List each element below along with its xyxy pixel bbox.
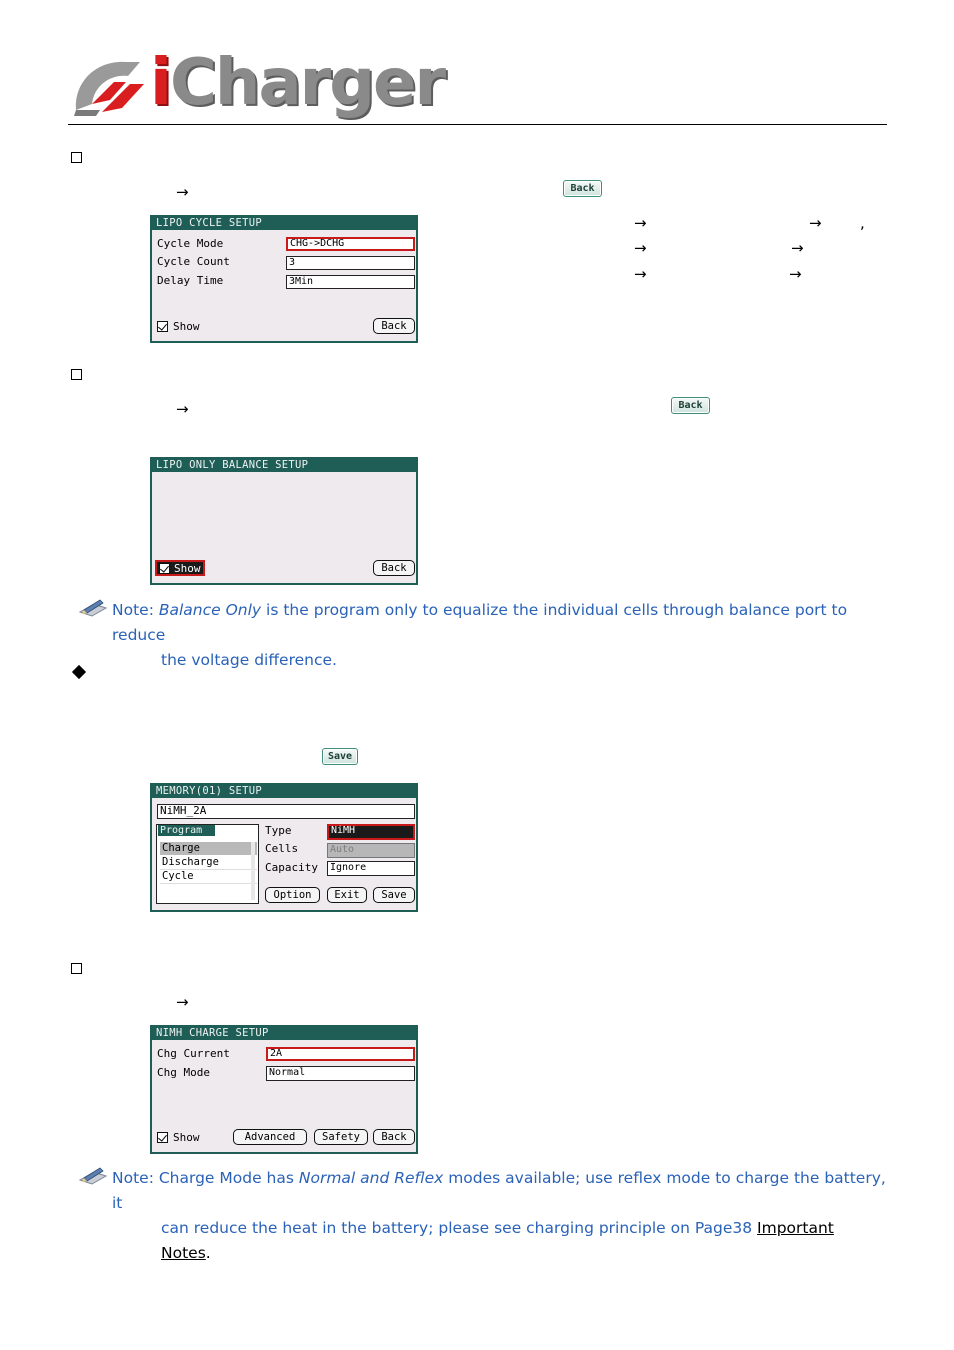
show-checkbox[interactable] bbox=[159, 563, 170, 574]
inline-save-button: Save bbox=[322, 748, 358, 765]
screen-title: MEMORY(01) SETUP bbox=[152, 785, 416, 798]
cells-field[interactable]: Auto bbox=[327, 843, 415, 858]
note-balance-only bbox=[112, 598, 887, 673]
note-pencil-icon bbox=[78, 598, 108, 618]
cycle-count-field[interactable]: 3 bbox=[286, 256, 415, 270]
screen-title: NIMH CHARGE SETUP bbox=[152, 1027, 416, 1040]
section-checkbox-bullet bbox=[71, 152, 82, 163]
program-list-header: Program bbox=[158, 825, 215, 836]
note-text: modes available; use reflex mode to charge the battery, it bbox=[112, 1169, 886, 1212]
cycle-mode-label: Cycle Mode bbox=[157, 237, 224, 250]
cells-label: Cells bbox=[265, 842, 299, 855]
note-charge-mode bbox=[112, 1166, 887, 1266]
note-prefix: Note: Charge Mode has bbox=[112, 1169, 299, 1187]
important-notes-link[interactable]: Important Notes bbox=[161, 1219, 834, 1262]
arrow: → bbox=[176, 400, 189, 418]
program-list-scrollbar[interactable] bbox=[251, 842, 255, 900]
save-button[interactable]: Save bbox=[373, 887, 415, 903]
memory-setup-screen bbox=[150, 783, 418, 912]
show-label: Show bbox=[173, 1131, 200, 1144]
exit-button[interactable]: Exit bbox=[327, 887, 367, 903]
inline-back-button: Back bbox=[563, 180, 602, 197]
show-selection-highlight[interactable] bbox=[155, 560, 205, 576]
memory-name-field[interactable]: NiMH_2A bbox=[157, 804, 415, 819]
note-text-continued: the voltage difference. bbox=[161, 651, 337, 669]
lipo-only-balance-setup-screen bbox=[150, 457, 418, 585]
type-field[interactable]: NiMH bbox=[327, 824, 415, 840]
icharger-logo-icon bbox=[70, 52, 150, 122]
back-button[interactable]: Back bbox=[373, 560, 415, 576]
screen-title: LIPO CYCLE SETUP bbox=[152, 217, 416, 230]
back-button[interactable]: Back bbox=[373, 1129, 415, 1145]
note-pencil-icon bbox=[78, 1166, 108, 1186]
arrow: → bbox=[176, 183, 189, 201]
program-item-charge[interactable]: Charge bbox=[160, 842, 257, 855]
back-button[interactable]: Back bbox=[373, 318, 415, 334]
arrow: → bbox=[634, 265, 647, 283]
arrow: → bbox=[791, 239, 804, 257]
lipo-cycle-setup-screen bbox=[150, 215, 418, 343]
screen-title: LIPO ONLY BALANCE SETUP bbox=[152, 459, 416, 472]
nimh-charge-setup-screen bbox=[150, 1025, 418, 1154]
inline-back-button: Back bbox=[671, 397, 710, 414]
arrow: → bbox=[634, 239, 647, 257]
program-item-discharge[interactable]: Discharge bbox=[160, 856, 257, 870]
section-checkbox-bullet bbox=[71, 963, 82, 974]
arrow: → bbox=[176, 993, 189, 1011]
show-label: Show bbox=[173, 320, 200, 333]
advanced-button[interactable]: Advanced bbox=[233, 1129, 307, 1145]
program-list-panel bbox=[156, 824, 259, 904]
logo-wordmark: iCharger bbox=[150, 46, 444, 120]
section-checkbox-bullet bbox=[71, 369, 82, 380]
note-end-period: . bbox=[205, 1244, 211, 1262]
arrow: → bbox=[634, 214, 647, 232]
arrow: → bbox=[809, 214, 822, 232]
option-button[interactable]: Option bbox=[265, 887, 320, 903]
safety-button[interactable]: Safety bbox=[314, 1129, 368, 1145]
note-emphasis: Normal and Reflex bbox=[298, 1169, 444, 1187]
cycle-mode-field[interactable]: CHG->DCHG bbox=[286, 237, 415, 251]
show-checkbox[interactable] bbox=[157, 321, 168, 332]
program-item-cycle[interactable]: Cycle bbox=[160, 870, 257, 884]
show-label: Show bbox=[174, 562, 201, 575]
section-diamond-bullet bbox=[72, 665, 86, 679]
capacity-field[interactable]: Ignore bbox=[327, 861, 415, 876]
arrow: → bbox=[789, 265, 802, 283]
capacity-label: Capacity bbox=[265, 861, 318, 874]
type-label: Type bbox=[265, 824, 292, 837]
charge-current-label: Chg Current bbox=[157, 1047, 230, 1060]
show-checkbox[interactable] bbox=[157, 1132, 168, 1143]
delay-time-field[interactable]: 3Min bbox=[286, 275, 415, 289]
note-text-line: can reduce the heat in the battery; please see charging principle on Page38 bbox=[161, 1219, 758, 1237]
delay-time-label: Delay Time bbox=[157, 274, 224, 287]
note-text: is the program only to equalize the individual cells through balance port to reduce bbox=[112, 601, 848, 644]
note-prefix: Note: bbox=[112, 601, 159, 619]
charge-mode-label: Chg Mode bbox=[157, 1066, 210, 1079]
charge-current-field[interactable]: 2A bbox=[266, 1047, 415, 1061]
note-emphasis: Balance Only bbox=[158, 601, 262, 619]
cycle-count-label: Cycle Count bbox=[157, 255, 230, 268]
header-divider bbox=[68, 124, 887, 125]
comma: , bbox=[860, 214, 865, 232]
note-text-continued bbox=[112, 1216, 887, 1266]
charge-mode-field[interactable]: Normal bbox=[266, 1066, 415, 1081]
